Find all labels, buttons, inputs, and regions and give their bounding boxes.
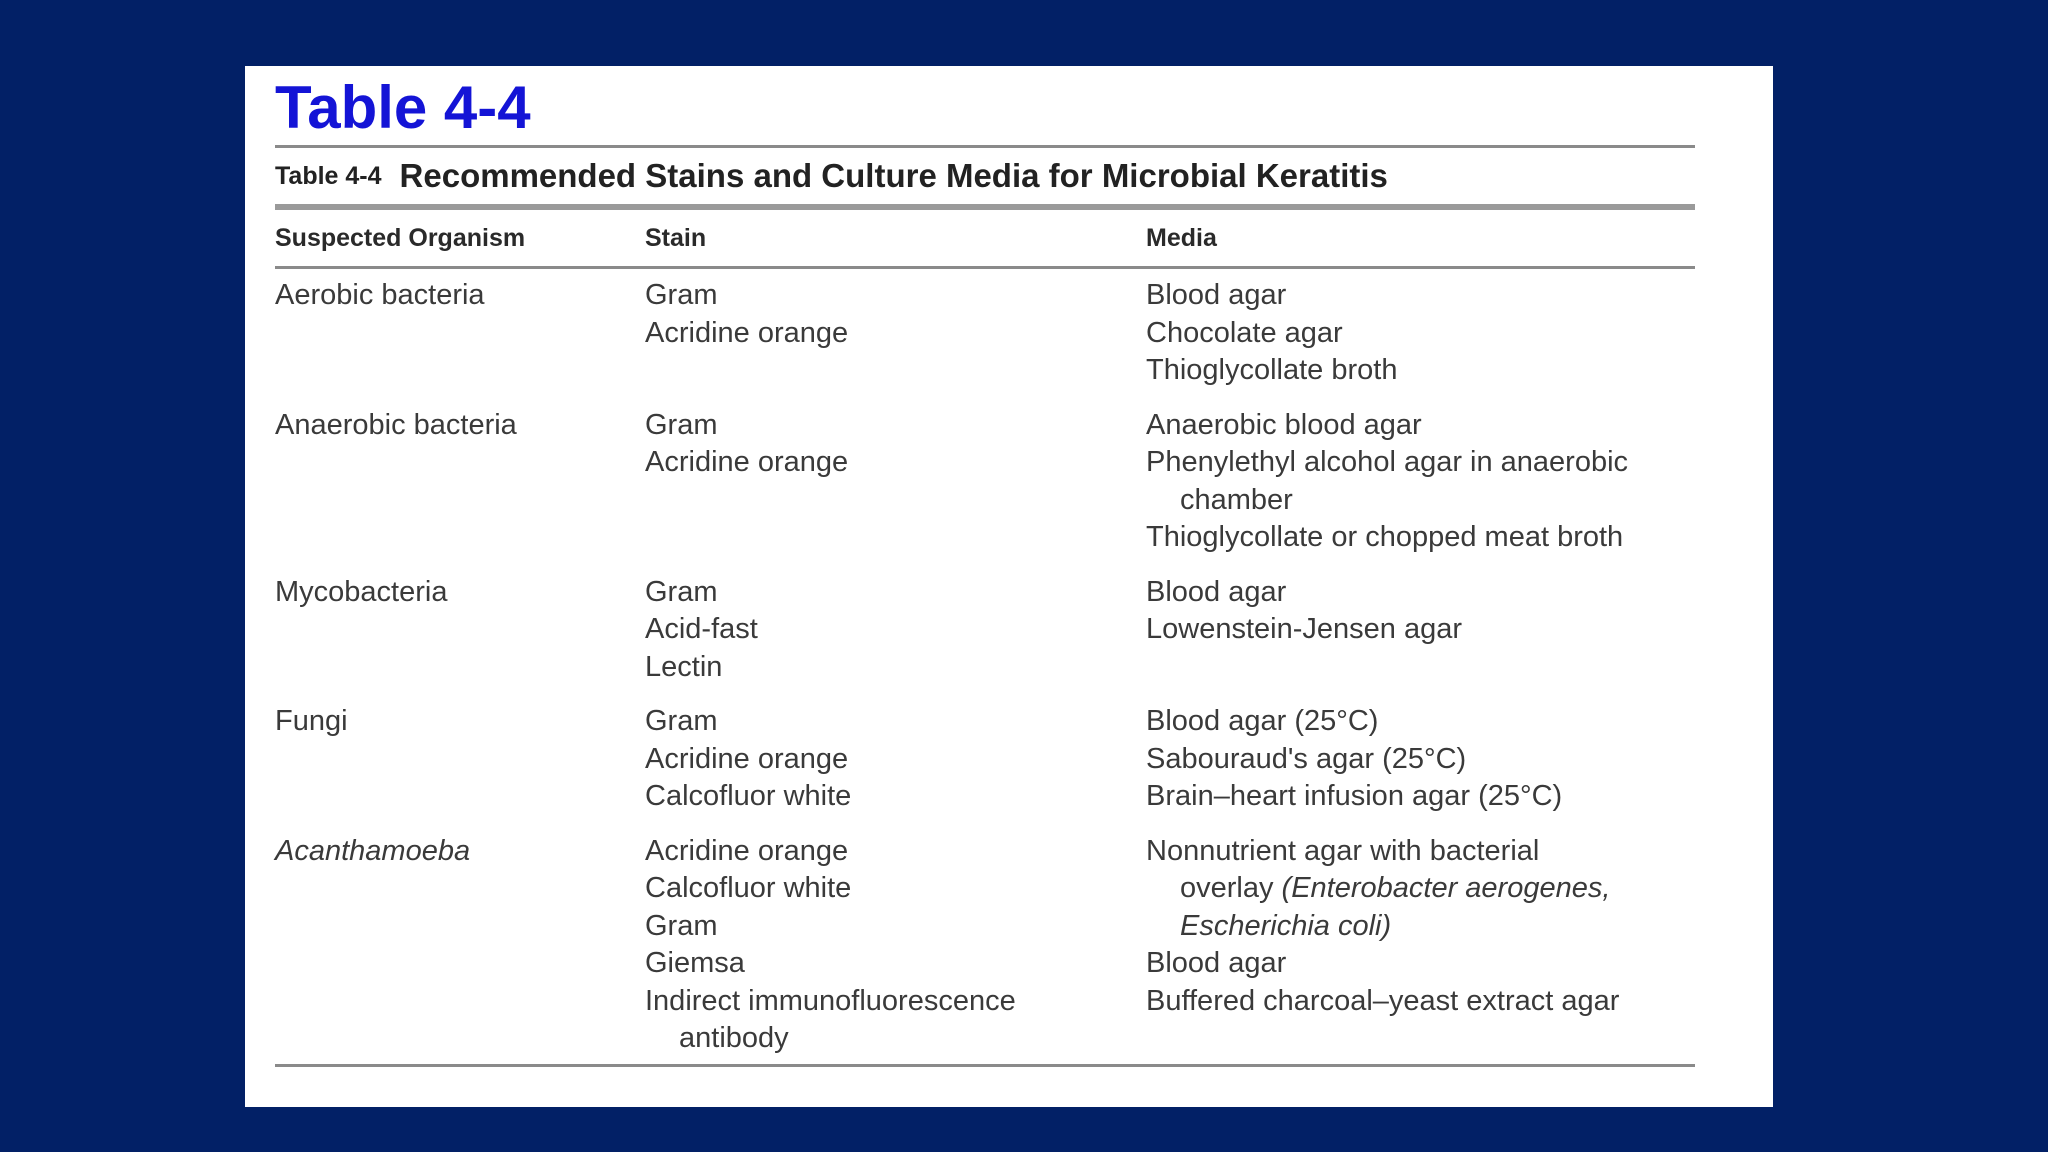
media-text: Blood agar <box>1146 279 1287 311</box>
organism-name: Acanthamoeba <box>275 834 471 867</box>
media-item <box>1146 703 1695 741</box>
stain-item: Calcofluor white <box>645 780 852 812</box>
media-italic-text: Escherichia coli) <box>1180 909 1392 942</box>
stain-cell <box>645 574 1146 687</box>
media-text: Blood agar (25°C) <box>1146 705 1379 737</box>
stain-cell <box>645 407 1146 557</box>
stain-item: Acridine orange <box>645 446 849 478</box>
media-item <box>1146 519 1695 557</box>
table-bottom-rule <box>275 1064 1695 1067</box>
organism-name: Fungi <box>275 705 348 737</box>
stain-item: Gram <box>645 408 718 441</box>
stain-item: Gram <box>645 279 718 311</box>
table-row <box>275 703 1695 816</box>
media-text: Thioglycollate or chopped meat broth <box>1146 521 1624 553</box>
media-text: Sabouraud's agar (25°C) <box>1146 742 1467 775</box>
organism-name: Aerobic bacteria <box>275 279 485 311</box>
media-cell <box>1146 703 1695 816</box>
media-text: Anaerobic blood agar <box>1146 408 1422 441</box>
media-item <box>1146 277 1695 315</box>
header-stain: Stain <box>645 223 707 252</box>
media-item <box>1146 315 1695 353</box>
table-row <box>275 833 1695 1058</box>
media-item <box>1146 574 1695 612</box>
media-text: overlay <box>1180 872 1282 904</box>
media-text: Thioglycollate broth <box>1146 354 1398 386</box>
table-row <box>275 407 1695 557</box>
stain-item: Lectin <box>645 650 723 683</box>
stain-item: antibody <box>679 1022 789 1054</box>
table-caption-label: Table 4-4 <box>275 161 382 190</box>
stain-item: Acid-fast <box>645 613 758 645</box>
media-text: Buffered charcoal–yeast extract agar <box>1146 984 1620 1017</box>
stain-item: Giemsa <box>645 947 745 979</box>
media-text: Nonnutrient agar with bacterial <box>1146 834 1540 867</box>
media-item <box>1146 945 1695 983</box>
media-cell <box>1146 833 1695 1058</box>
media-text: chamber <box>1180 483 1293 516</box>
organism-cell <box>275 833 645 1058</box>
table-caption-text: Recommended Stains and Culture Media for Microbial Keratitis <box>399 157 1388 194</box>
stain-item: Indirect immunofluorescence <box>645 984 1016 1017</box>
media-italic-text: (Enterobacter aerogenes, <box>1281 872 1611 904</box>
organism-cell <box>275 574 645 687</box>
media-item <box>1146 983 1695 1021</box>
header-organism: Suspected Organism <box>275 223 526 252</box>
table-row <box>275 574 1695 687</box>
organism-name: Mycobacteria <box>275 575 448 608</box>
media-cell <box>1146 277 1695 390</box>
organism-cell <box>275 703 645 816</box>
stain-item: Gram <box>645 705 718 737</box>
organism-cell <box>275 277 645 390</box>
media-item <box>1146 778 1695 816</box>
stain-item: Calcofluor white <box>645 872 852 904</box>
slide-title: Table 4-4 <box>275 74 531 141</box>
stain-cell <box>645 277 1146 390</box>
slide <box>245 66 1773 1107</box>
stain-item: Acridine orange <box>645 316 849 349</box>
media-item <box>1146 908 1695 946</box>
organism-name: Anaerobic bacteria <box>275 408 517 441</box>
stain-item: Acridine orange <box>645 742 849 775</box>
media-item <box>1146 870 1695 908</box>
media-item <box>1146 833 1695 871</box>
media-item <box>1146 352 1695 390</box>
media-cell <box>1146 574 1695 687</box>
stain-item: Acridine orange <box>645 834 849 867</box>
table-header-row <box>275 210 1695 266</box>
stain-item: Gram <box>645 909 718 942</box>
media-text: Phenylethyl alcohol agar in anaerobic <box>1146 446 1629 478</box>
table-row <box>275 277 1695 390</box>
media-text: Blood agar <box>1146 575 1287 608</box>
media-item <box>1146 482 1695 520</box>
stain-cell <box>645 833 1146 1058</box>
media-item <box>1146 741 1695 779</box>
table <box>275 145 1695 1075</box>
media-item <box>1146 444 1695 482</box>
table-caption <box>275 148 1695 204</box>
header-media: Media <box>1146 223 1217 252</box>
media-text: Blood agar <box>1146 947 1287 979</box>
media-text: Lowenstein-Jensen agar <box>1146 613 1462 645</box>
organism-cell <box>275 407 645 557</box>
stain-cell <box>645 703 1146 816</box>
media-item <box>1146 611 1695 649</box>
media-item <box>1146 407 1695 445</box>
stain-item: Gram <box>645 575 718 608</box>
media-text: Brain–heart infusion agar (25°C) <box>1146 780 1563 812</box>
table-body <box>275 269 1695 1058</box>
media-cell <box>1146 407 1695 557</box>
media-text: Chocolate agar <box>1146 316 1343 349</box>
